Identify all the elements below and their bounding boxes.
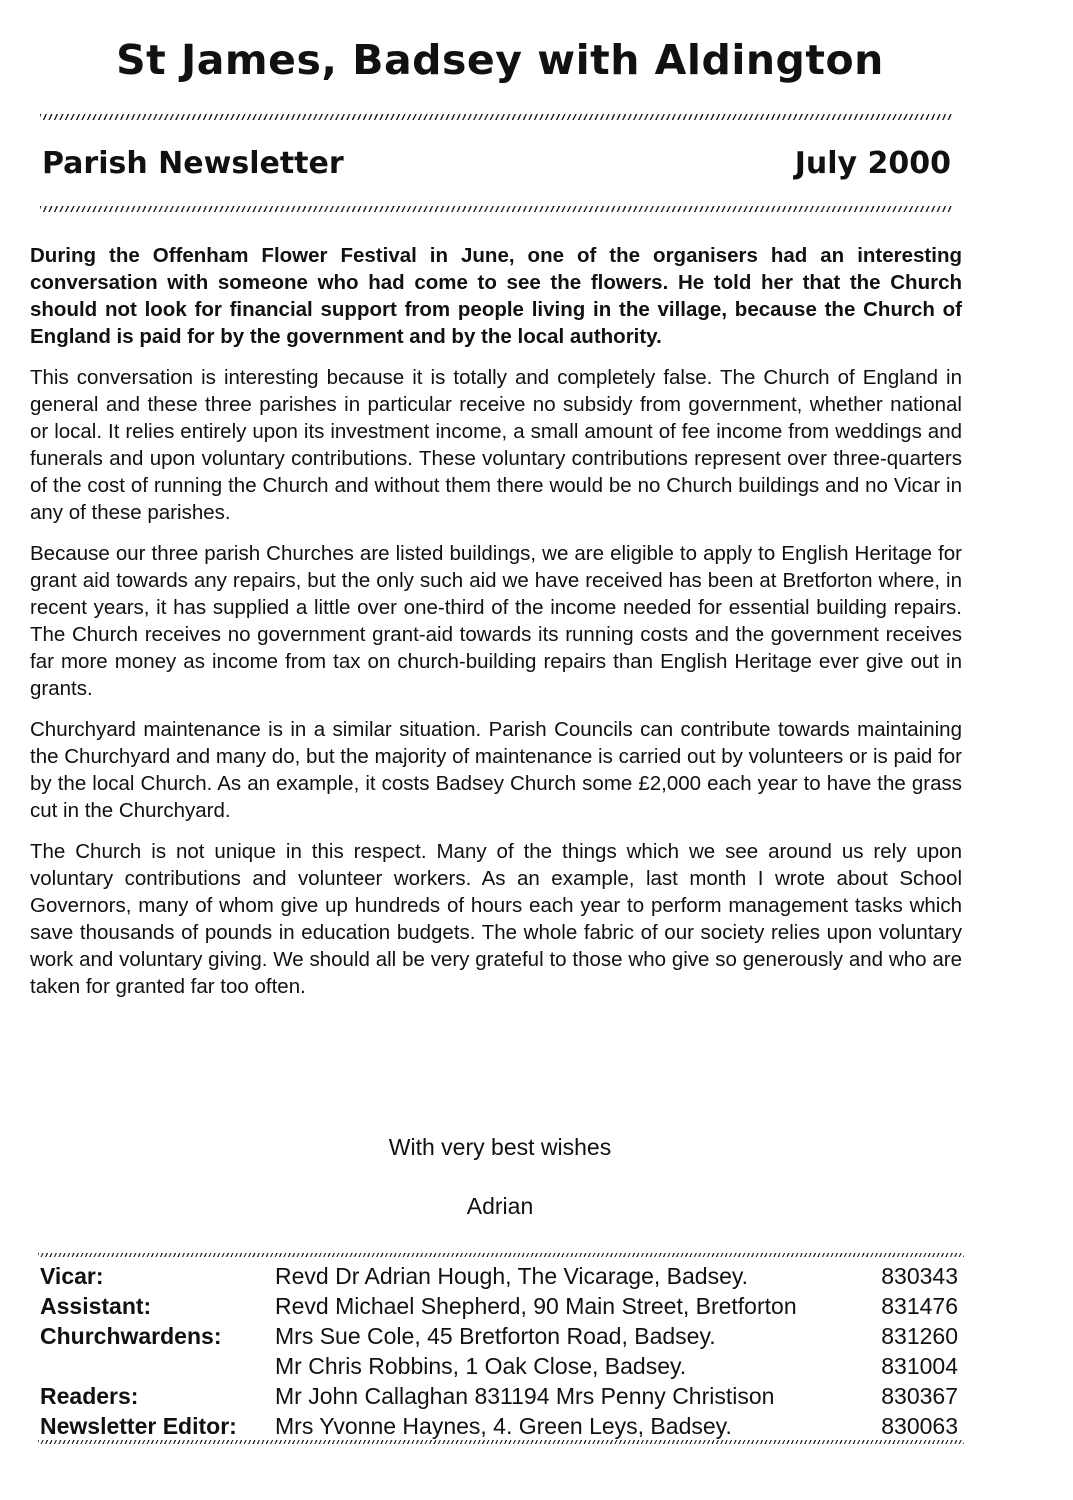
contact-detail: Mr Chris Robbins, 1 Oak Close, Badsey. (275, 1353, 687, 1379)
contact-role: Readers: (40, 1383, 139, 1409)
contact-detail: Revd Dr Adrian Hough, The Vicarage, Badsey. (275, 1263, 749, 1289)
closing-greeting: With very best wishes (388, 1134, 612, 1160)
contact-phone: 830343 (881, 1263, 958, 1289)
hatched-divider (38, 1440, 964, 1444)
contact-detail: Revd Michael Shepherd, 90 Main Street, Bretforton (275, 1293, 797, 1319)
contact-row (40, 1261, 962, 1291)
contact-row (40, 1381, 962, 1411)
contact-detail: Mrs Sue Cole, 45 Bretforton Road, Badsey. (275, 1323, 716, 1349)
contact-phone: 830367 (881, 1383, 958, 1409)
contact-phone: 830063 (881, 1413, 958, 1439)
contact-phone: 831004 (881, 1353, 958, 1379)
contact-row (40, 1321, 962, 1351)
newsletter-label: Parish Newsletter (42, 146, 344, 181)
contact-list (40, 1261, 962, 1441)
letter-body (30, 242, 962, 1014)
contact-role: Assistant: (40, 1293, 152, 1319)
contact-row (40, 1291, 962, 1321)
contact-role: Vicar: (40, 1263, 104, 1289)
contact-detail: Mr John Callaghan 831194 Mrs Penny Christison (275, 1383, 775, 1409)
body-paragraph: Churchyard maintenance is in a similar situation. Parish Councils can contribute towards maintaining the Churchyard and many do, but the majority of maintenance is carried out by volunteers or is paid for by the local Church. As an example, it costs Badsey Church some £2,000 each year to have the grass cut in the Churchyard. (30, 718, 962, 822)
hatched-divider (38, 1253, 964, 1257)
contact-row (40, 1351, 962, 1381)
body-paragraph: This conversation is interesting because it is totally and completely false. The Church of England in general and these three parishes in particular receive no subsidy from government, whether national or local. It relies entirely upon its investment income, a small amount of fee income from weddings and funerals and upon voluntary contributions. These voluntary contributions represent over three-quarters of the cost of running the Church and without them there would be no Church buildings and no Vicar in any of these parishes. (30, 366, 962, 524)
hatched-divider (40, 114, 952, 120)
body-paragraph: The Church is not unique in this respect. Many of the things which we see around us rely upon voluntary contributions and volunteer workers. As an example, last month I wrote about School Governors, many of whom give up hundreds of hours each year to perform management tasks which save thousands of pounds in education budgets. The whole fabric of our society relies upon voluntary work and voluntary giving. We should all be very grateful to those who give so generously and who are taken for granted far too often. (30, 840, 962, 998)
issue-date: July 2000 (794, 146, 951, 181)
contact-detail: Mrs Yvonne Haynes, 4. Green Leys, Badsey. (275, 1413, 732, 1439)
page-title: St James, Badsey with Aldington (116, 36, 884, 84)
intro-paragraph: During the Offenham Flower Festival in June, one of the organisers had an interesting conversation with someone who had come to see the flowers. He told her that the Church should not look for financial support from people living in the village, because the Church of England is paid for by the government and by the local authority. (30, 244, 962, 348)
contact-phone: 831260 (881, 1323, 958, 1349)
contact-role: Churchwardens: (40, 1323, 222, 1349)
contact-phone: 831476 (881, 1293, 958, 1319)
body-paragraph: Because our three parish Churches are listed buildings, we are eligible to apply to English Heritage for grant aid towards any repairs, but the only such aid we have received has been at Bretforton where, in recent years, it has supplied a little over one-third of the income needed for essential building repairs. The Church receives no government grant-aid towards its running costs and the government receives far more money as income from tax on church-building repairs than English Heritage ever give out in grants. (30, 542, 962, 700)
signature: Adrian (466, 1193, 534, 1219)
contact-role: Newsletter Editor: (40, 1413, 237, 1439)
hatched-divider (40, 206, 952, 212)
contact-row (40, 1411, 962, 1441)
